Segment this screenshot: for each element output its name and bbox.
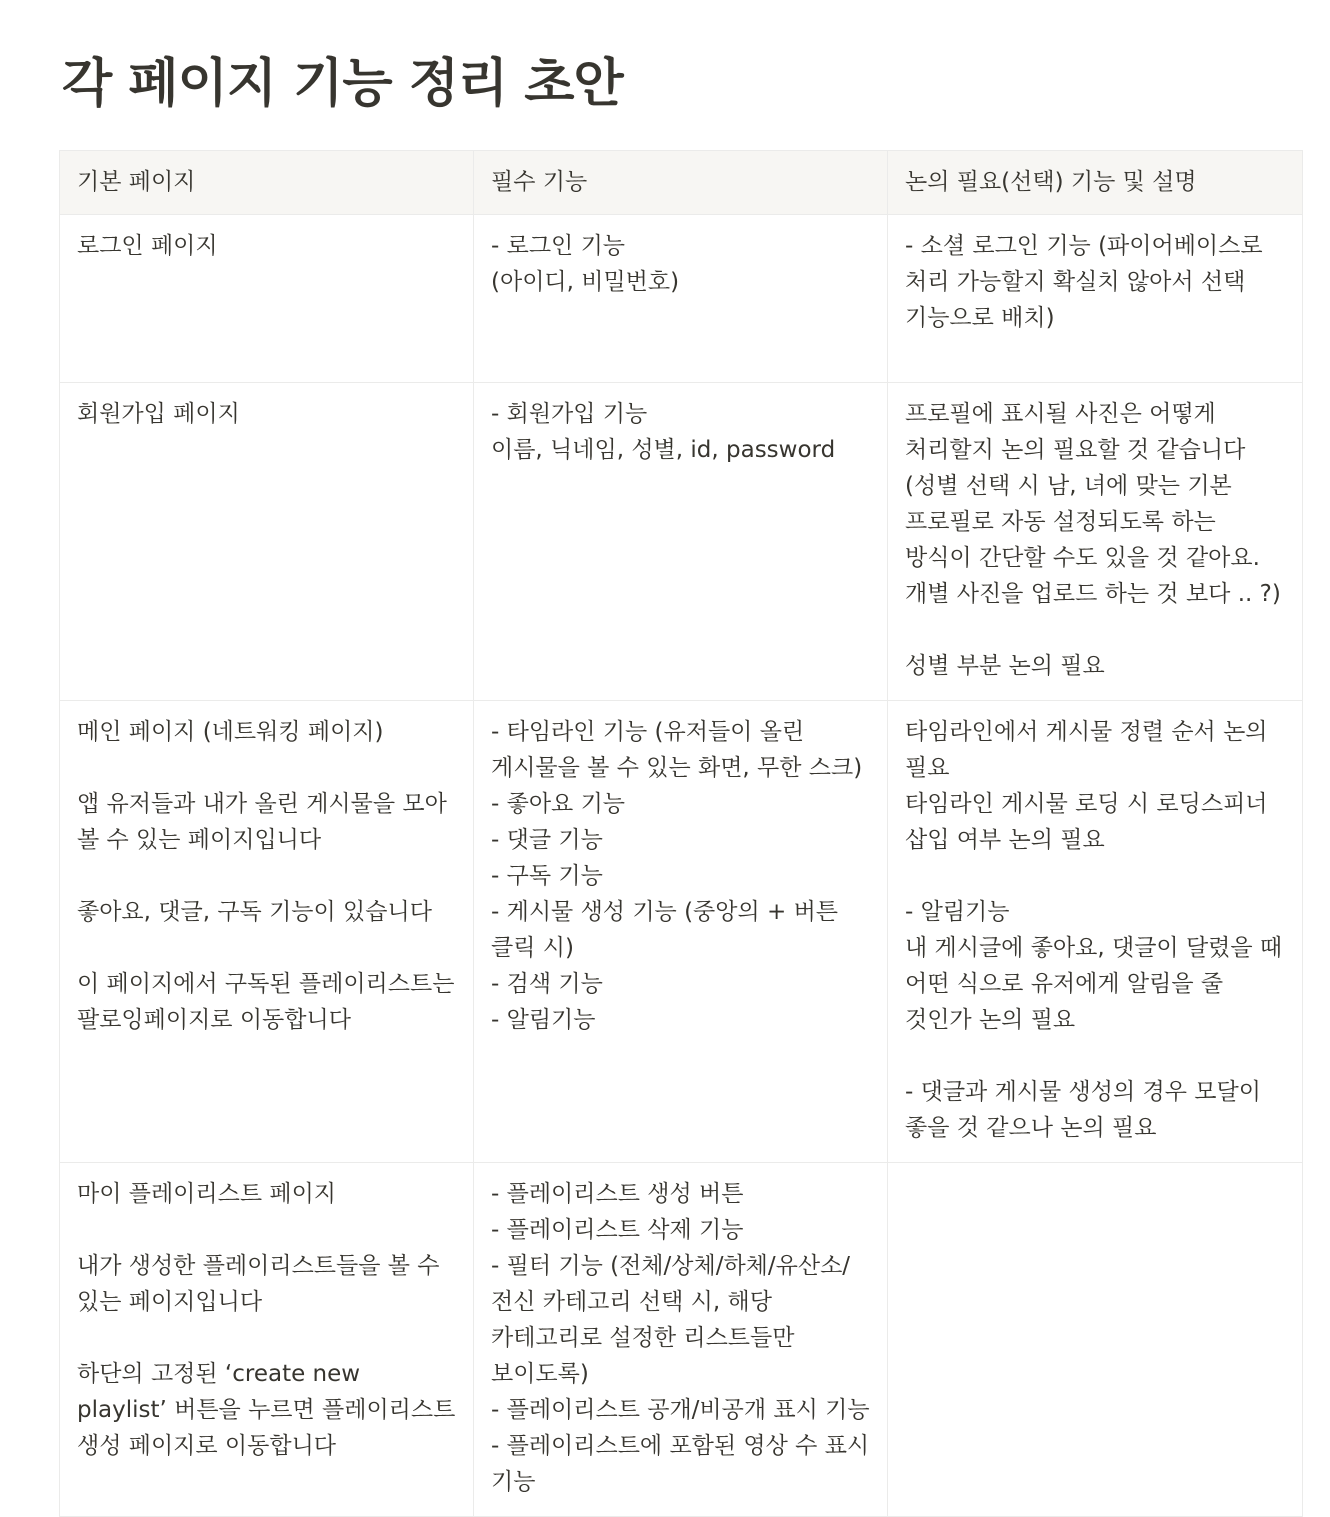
- cell-optional[interactable]: 프로필에 표시될 사진은 어떻게 처리할지 논의 필요할 것 같습니다 (성별 선택 시 남, 녀에 맞는 기본 프로필로 자동 설정되도록 하는 방식이 간단할 수도 있을 것 같아요. 개별 사진을 업로드 하는 것 보다 .. ?) 성별 부분 논의 필요: [888, 383, 1303, 701]
- cell-optional[interactable]: - 소셜 로그인 기능 (파이어베이스로 처리 가능할지 확실치 않아서 선택 기능으로 배치): [888, 215, 1303, 383]
- cell-required[interactable]: - 타임라인 기능 (유저들이 올린 게시물을 볼 수 있는 화면, 무한 스크) - 좋아요 기능 - 댓글 기능 - 구독 기능 - 게시물 생성 기능 (중앙의 + 버튼 클릭 시) - 검색 기능 - 알림기능: [474, 701, 888, 1163]
- cell-optional[interactable]: 타임라인에서 게시물 정렬 순서 논의 필요 타임라인 게시물 로딩 시 로딩스피너 삽입 여부 논의 필요 - 알림기능 내 게시글에 좋아요, 댓글이 달렸을 때 어떤 식으로 유저에게 알림을 줄 것인가 논의 필요 - 댓글과 게시물 생성의 경우 모달이 좋을 것 같으나 논의 필요: [888, 701, 1303, 1163]
- cell-optional[interactable]: [888, 1163, 1303, 1517]
- page-title: 각 페이지 기능 정리 초안: [62, 54, 623, 114]
- cell-page[interactable]: 메인 페이지 (네트워킹 페이지) 앱 유저들과 내가 올린 게시물을 모아 볼 수 있는 페이지입니다 좋아요, 댓글, 구독 기능이 있습니다 이 페이지에서 구독된 플레이리스트는 팔로잉페이지로 이동합니다: [60, 701, 474, 1163]
- cell-required[interactable]: - 회원가입 기능 이름, 닉네임, 성별, id, password: [474, 383, 888, 701]
- cell-required[interactable]: - 플레이리스트 생성 버튼 - 플레이리스트 삭제 기능 - 필터 기능 (전체/상체/하체/유산소/전신 카테고리 선택 시, 해당 카테고리로 설정한 리스트들만 보이도록) - 플레이리스트 공개/비공개 표시 기능 - 플레이리스트에 포함된 영상 수 표시 기능: [474, 1163, 888, 1517]
- table-header-row: [60, 151, 1303, 215]
- header-base-page[interactable]: 기본 페이지: [60, 151, 474, 215]
- table-row: [60, 1163, 1303, 1517]
- cell-page[interactable]: 회원가입 페이지: [60, 383, 474, 701]
- table-row: [60, 701, 1303, 1163]
- cell-page[interactable]: 마이 플레이리스트 페이지 내가 생성한 플레이리스트들을 볼 수 있는 페이지입니다 하단의 고정된 ‘create new playlist’ 버튼을 누르면 플레이리스트 생성 페이지로 이동합니다: [60, 1163, 474, 1517]
- cell-page[interactable]: 로그인 페이지: [60, 215, 474, 383]
- header-required-features[interactable]: 필수 기능: [474, 151, 888, 215]
- table-row: [60, 215, 1303, 383]
- feature-table: [59, 150, 1303, 1517]
- header-optional-features[interactable]: 논의 필요(선택) 기능 및 설명: [888, 151, 1303, 215]
- table-row: [60, 383, 1303, 701]
- cell-required[interactable]: - 로그인 기능 (아이디, 비밀번호): [474, 215, 888, 383]
